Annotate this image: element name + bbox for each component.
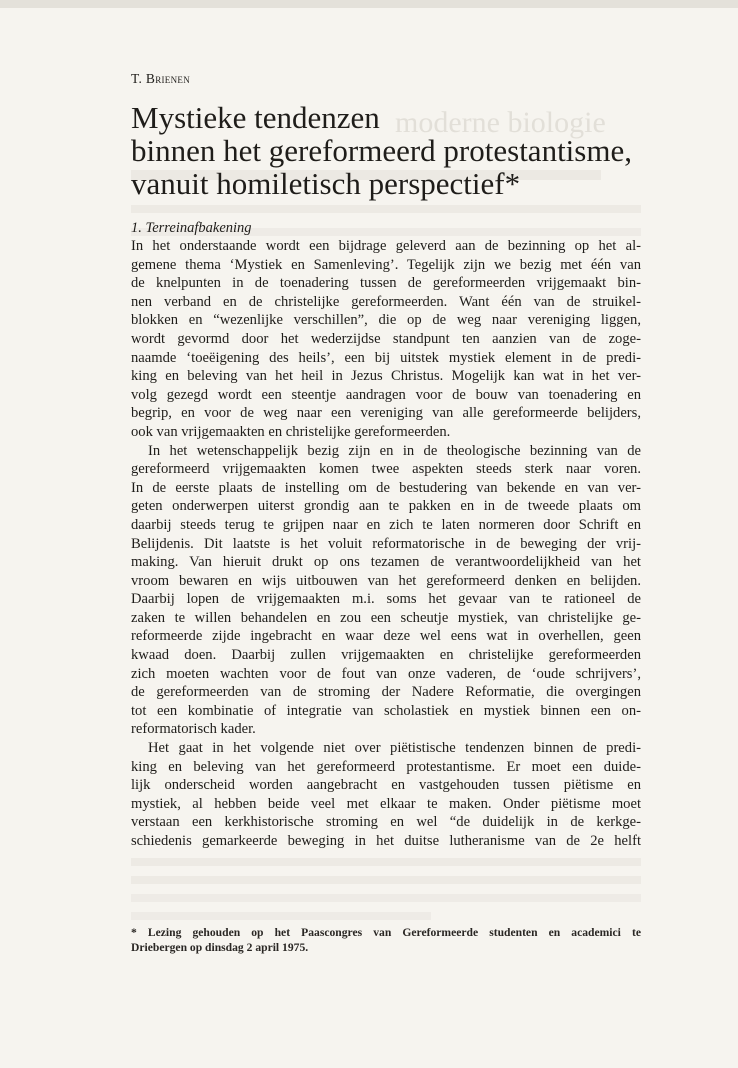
text-line: verstaan een kerkhistorische stroming en wel “de duidelijk in de kerkge- [131,814,641,831]
article-body [131,237,641,851]
page-edge-top [0,0,738,8]
paragraph-3 [131,739,641,851]
text-line: Belijdenis. Dit laatste is het voluit reformatorische in de beweging der vrij- [131,535,641,552]
text-line: reformeerde zijde ingebracht en waar deze wel eens wat in overhellen, geen [131,628,641,645]
text-line: zaken te willen behandelen en zou een scheutje mystiek, van christelijke ge- [131,609,641,626]
text-line: In het wetenschappelijk bezig zijn en in de theologische bezinning van de [148,442,641,459]
text-line: begrip, en voor de weg naar een vereniging van alle gereformeerde belijders, [131,405,641,422]
text-line: vroom bewaren en wijs uitbouwen van het gereformeerd denken en belijden. [131,572,641,589]
text-line: nen verband en de christelijke gereformeerden. Want één van de struikel- [131,293,641,310]
footnote [131,925,641,955]
text-line: lijk onderscheid worden aangebracht en vastgehouden tussen piëtisme en [131,777,641,794]
text-line: In de eerste plaats de instelling om de bestudering van bekende en van ver- [131,479,641,496]
text-line: de gereformeerden van de stroming der Nadere Reformatie, die overgingen [131,684,641,701]
text-line: king en beleving van het gereformeerd protestantisme. Er moet een duide- [131,758,641,775]
bleed-through-band-4 [131,858,641,866]
text-line: daarbij steeds terug te grijpen naar en zich te laten normeren door Schrift en [131,516,641,533]
bleed-through-band-2 [131,205,641,213]
text-line: blokken en “wezenlijke verschillen”, die op de weg naar vereniging liggen, [131,312,641,329]
bleed-through-band-5 [131,876,641,884]
text-line: gemene thema ‘Mystiek en Samenleving’. Tegelijk zijn we bezig met één van [131,256,641,273]
bleed-through-band-6 [131,894,641,902]
text-line: ook van vrijgemaakten en christelijke gereformeerden. [131,423,451,440]
paragraph-2 [131,442,641,740]
title-line: binnen het gereformeerd protestantisme, [131,133,632,168]
text-line: volg gezegd wordt een steentje aandragen voor de bouw van toenadering en [131,386,641,403]
text-line: naamde ‘toeëigening des heils’, een bij uitstek mystiek element in de predi- [131,349,641,366]
bleed-through-band-7 [131,912,431,920]
footnote-line: Driebergen op dinsdag 2 april 1975. [131,941,309,954]
text-line: de knelpunten in de toenadering tussen de gereformeerden vrijgemaakt bin- [131,275,641,292]
title-line: Mystieke tendenzen [131,100,380,135]
bleed-through-heading: moderne biologie [395,106,606,139]
text-line: mystiek, al hebben beide veel met elkaar te maken. Onder piëtisme moet [131,795,641,812]
text-line: zich moeten wachten voor de fout van onze vaderen, de ‘oude schrijvers’, [131,665,641,682]
title-line: vanuit homiletisch perspectief* [131,166,521,201]
text-line: geten onderwerpen uiterst grondig aan te pakken en in de tweede plaats om [131,498,641,515]
text-line: wordt gevormd door het wederzijdse standpunt ten aanzien van de zoge- [131,330,641,347]
text-line: Daarbij lopen de vrijgemaakten m.i. soms het gevaar van te rationeel de [131,591,641,608]
article-title [131,101,691,200]
footnote-line: * Lezing gehouden op het Paascongres van Gereformeerde studenten en academici te [131,926,641,939]
text-line: schiedenis gemarkeerde beweging in het duitse lutheranisme van de 2e helft [131,833,641,849]
text-line: king en beleving van het heil in Jezus Christus. Mogelijk kan wat in het ver- [131,368,641,385]
author-name: T. Brienen [131,71,190,86]
paragraph-1 [131,237,641,442]
text-line: In het onderstaande wordt een bijdrage geleverd aan de bezinning op het al- [131,238,641,254]
section-heading: 1. Terreinafbakening [131,220,252,236]
text-line: making. Van hieruit drukt op ons tezamen de verantwoordelijkheid van het [131,554,641,571]
text-line: reformatorisch kader. [131,721,256,738]
text-line: tot een kombinatie of integratie van scholastiek en mystiek binnen een on- [131,702,641,719]
text-line: kwaad doen. Daarbij zullen vrijgemaakten en christelijke gereformeerden [131,647,641,664]
text-line: gereformeerd vrijgemaakten komen twee aspekten steeds sterk naar voren. [131,461,641,478]
text-line: Het gaat in het volgende niet over piëtistische tendenzen binnen de predi- [148,740,641,757]
